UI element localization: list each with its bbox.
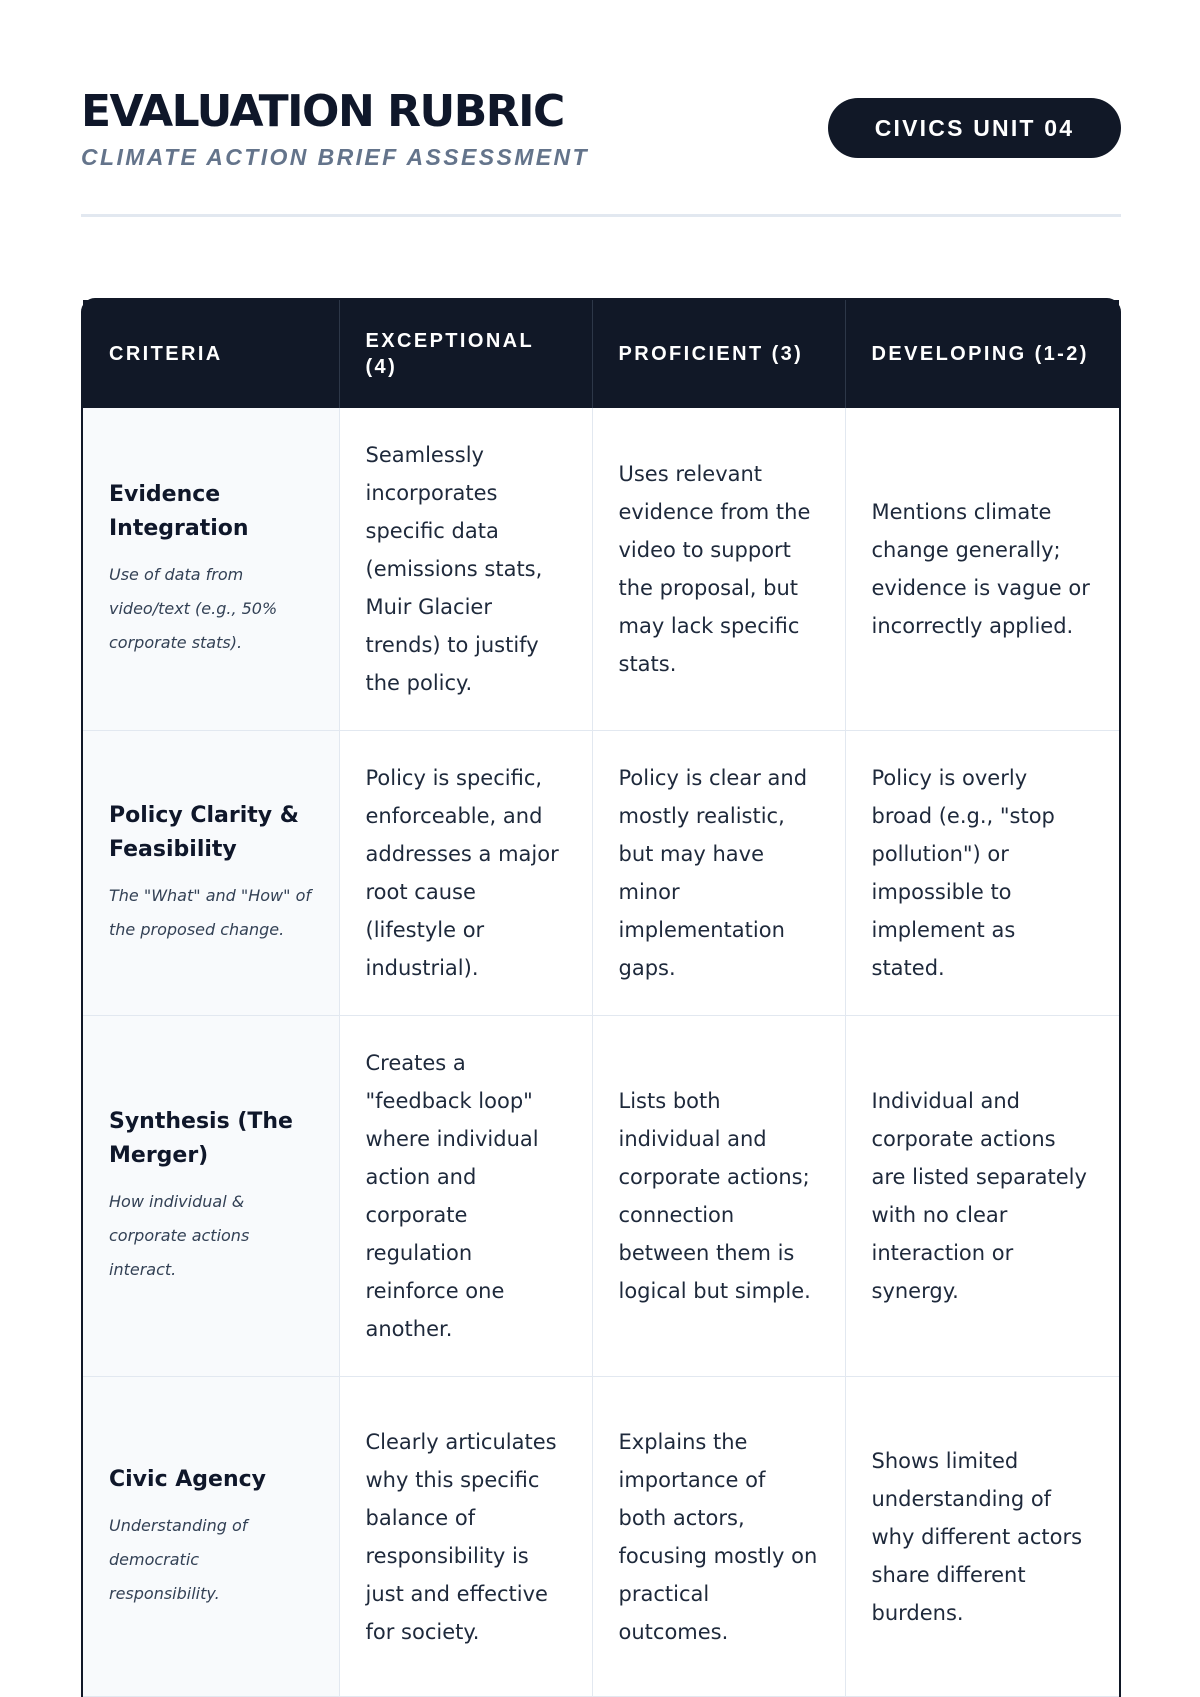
column-header-exceptional: EXCEPTIONAL (4) [339,300,592,408]
criterion-description: Understanding of democratic responsibility. [109,1515,248,1603]
table-header-row [83,300,1119,408]
criterion-cell [83,1016,339,1377]
table-row [83,408,1119,731]
developing-cell: Individual and corporate actions are listed separately with no clear interaction or synergy. [845,1016,1119,1377]
proficient-cell: Policy is clear and mostly realistic, but may have minor implementation gaps. [592,731,845,1016]
table-row [83,1377,1119,1697]
exceptional-cell: Policy is specific, enforceable, and addresses a major root cause (lifestyle or industrial). [339,731,592,1016]
table-row [83,731,1119,1016]
criterion-description: The "What" and "How" of the proposed change. [109,886,312,939]
developing-cell: Shows limited understanding of why different actors share different burdens. [845,1377,1119,1697]
page-title: EVALUATION RUBRIC [81,86,564,137]
criterion-description: Use of data from video/text (e.g., 50% corporate stats). [109,565,278,652]
criterion-description: How individual & corporate actions interact. [109,1192,250,1279]
proficient-cell: Uses relevant evidence from the video to support the proposal, but may lack specific stats. [592,408,845,731]
criterion-name: Civic Agency [109,1466,267,1492]
column-header-criteria: CRITERIA [83,300,339,408]
table-row [83,1016,1119,1377]
developing-cell: Policy is overly broad (e.g., "stop pollution") or impossible to implement as stated. [845,731,1119,1016]
page-header [81,82,1121,172]
criterion-name: Evidence Integration [109,482,249,541]
exceptional-cell: Creates a "feedback loop" where individual action and corporate regulation reinforce one another. [339,1016,592,1377]
criterion-cell [83,731,339,1016]
criterion-name: Synthesis (The Merger) [109,1109,293,1168]
criterion-cell [83,408,339,731]
criterion-name: Policy Clarity & Feasibility [109,803,299,862]
column-header-proficient: PROFICIENT (3) [592,300,845,408]
column-header-developing: DEVELOPING (1-2) [845,300,1119,408]
rubric-table [81,298,1121,1697]
proficient-cell: Lists both individual and corporate actions; connection between them is logical but simple. [592,1016,845,1377]
criterion-cell [83,1377,339,1697]
exceptional-cell: Clearly articulates why this specific balance of responsibility is just and effective for society. [339,1377,592,1697]
unit-badge: CIVICS UNIT 04 [828,98,1121,158]
developing-cell: Mentions climate change generally; evidence is vague or incorrectly applied. [845,408,1119,731]
page-subtitle: CLIMATE ACTION BRIEF ASSESSMENT [81,144,589,170]
exceptional-cell: Seamlessly incorporates specific data (emissions stats, Muir Glacier trends) to justify the policy. [339,408,592,731]
header-divider [81,214,1121,217]
proficient-cell: Explains the importance of both actors, focusing mostly on practical outcomes. [592,1377,845,1697]
